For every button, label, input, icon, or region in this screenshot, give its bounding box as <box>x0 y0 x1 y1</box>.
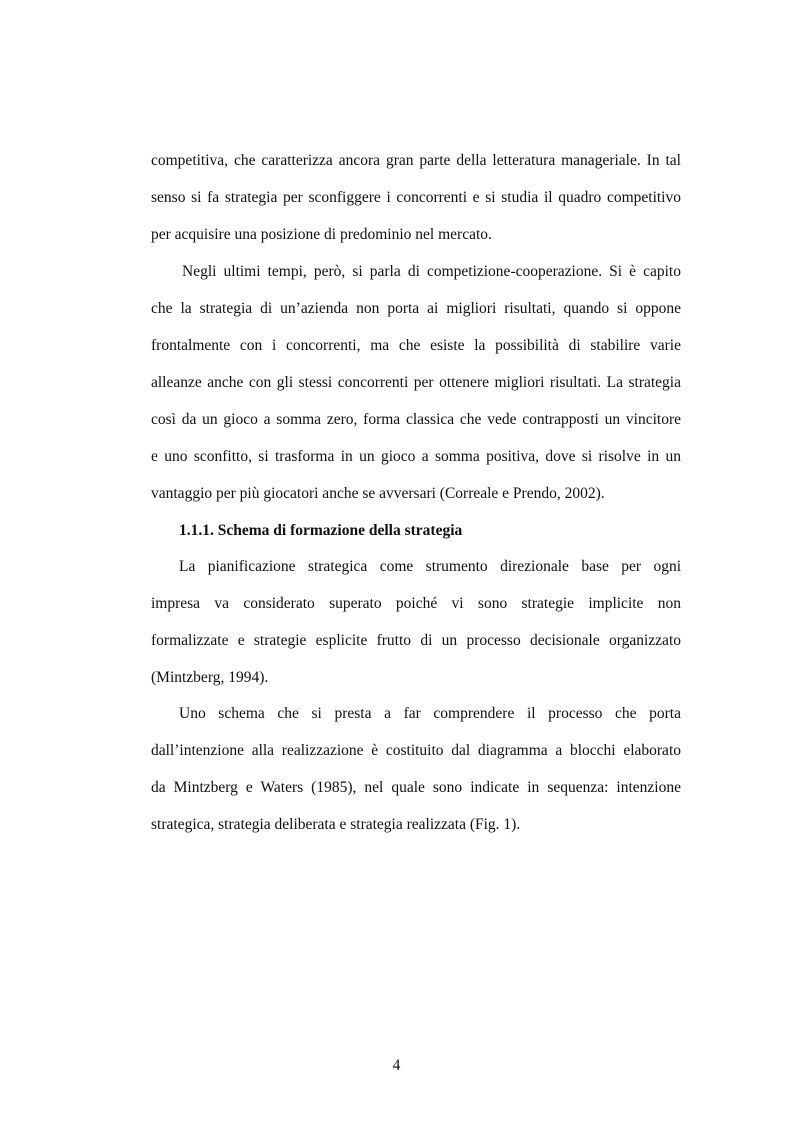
text-line: Uno schema che si presta a far comprendere il processo che porta <box>179 705 681 722</box>
paragraph-strategic-planning <box>151 548 681 696</box>
text-line: così da un gioco a somma zero, forma classica che vede contrapposti un vincitore <box>151 411 681 428</box>
text-line: La pianificazione strategica come strumento direzionale base per ogni <box>179 558 681 575</box>
text-line: alleanze anche con gli stessi concorrenti per ottenere migliori risultati. La strategia <box>151 374 681 391</box>
text-line: strategica, strategia deliberata e strategia realizzata (Fig. 1). <box>151 816 521 833</box>
text-line: (Mintzberg, 1994). <box>151 669 269 686</box>
text-line: senso si fa strategia per sconfiggere i concorrenti e si studia il quadro competitivo <box>151 189 681 206</box>
text-line: formalizzate e strategie esplicite frutto di un processo decisionale organizzato <box>151 632 681 649</box>
text-line: per acquisire una posizione di predominio nel mercato. <box>151 226 492 243</box>
text-line: Negli ultimi tempi, però, si parla di competizione-cooperazione. Si è capito <box>182 263 681 280</box>
text-line: competitiva, che caratterizza ancora gran parte della letteratura manageriale. In tal <box>151 152 681 169</box>
page-number: 4 <box>392 1057 401 1074</box>
section-heading: 1.1.1. Schema di formazione della strategia <box>179 522 463 539</box>
section-heading-block <box>151 512 681 549</box>
paragraph-competition-cooperation <box>151 253 681 512</box>
paragraph-mintzberg-schema <box>151 695 681 843</box>
text-line: frontalmente con i concorrenti, ma che esiste la possibilità di stabilire varie <box>151 337 681 354</box>
text-line: e uno sconfitto, si trasforma in un gioco a somma positiva, dove si risolve in un <box>151 448 681 465</box>
text-line: da Mintzberg e Waters (1985), nel quale sono indicate in sequenza: intenzione <box>151 779 681 796</box>
paragraph-competitive-strategy <box>151 142 681 253</box>
text-line: dall’intenzione alla realizzazione è costituito dal diagramma a blocchi elaborato <box>151 742 681 759</box>
text-line: impresa va considerato superato poiché vi sono strategie implicite non <box>151 595 681 612</box>
text-line: vantaggio per più giocatori anche se avversari (Correale e Prendo, 2002). <box>151 485 605 502</box>
text-line: che la strategia di un’azienda non porta ai migliori risultati, quando si oppone <box>151 300 681 317</box>
